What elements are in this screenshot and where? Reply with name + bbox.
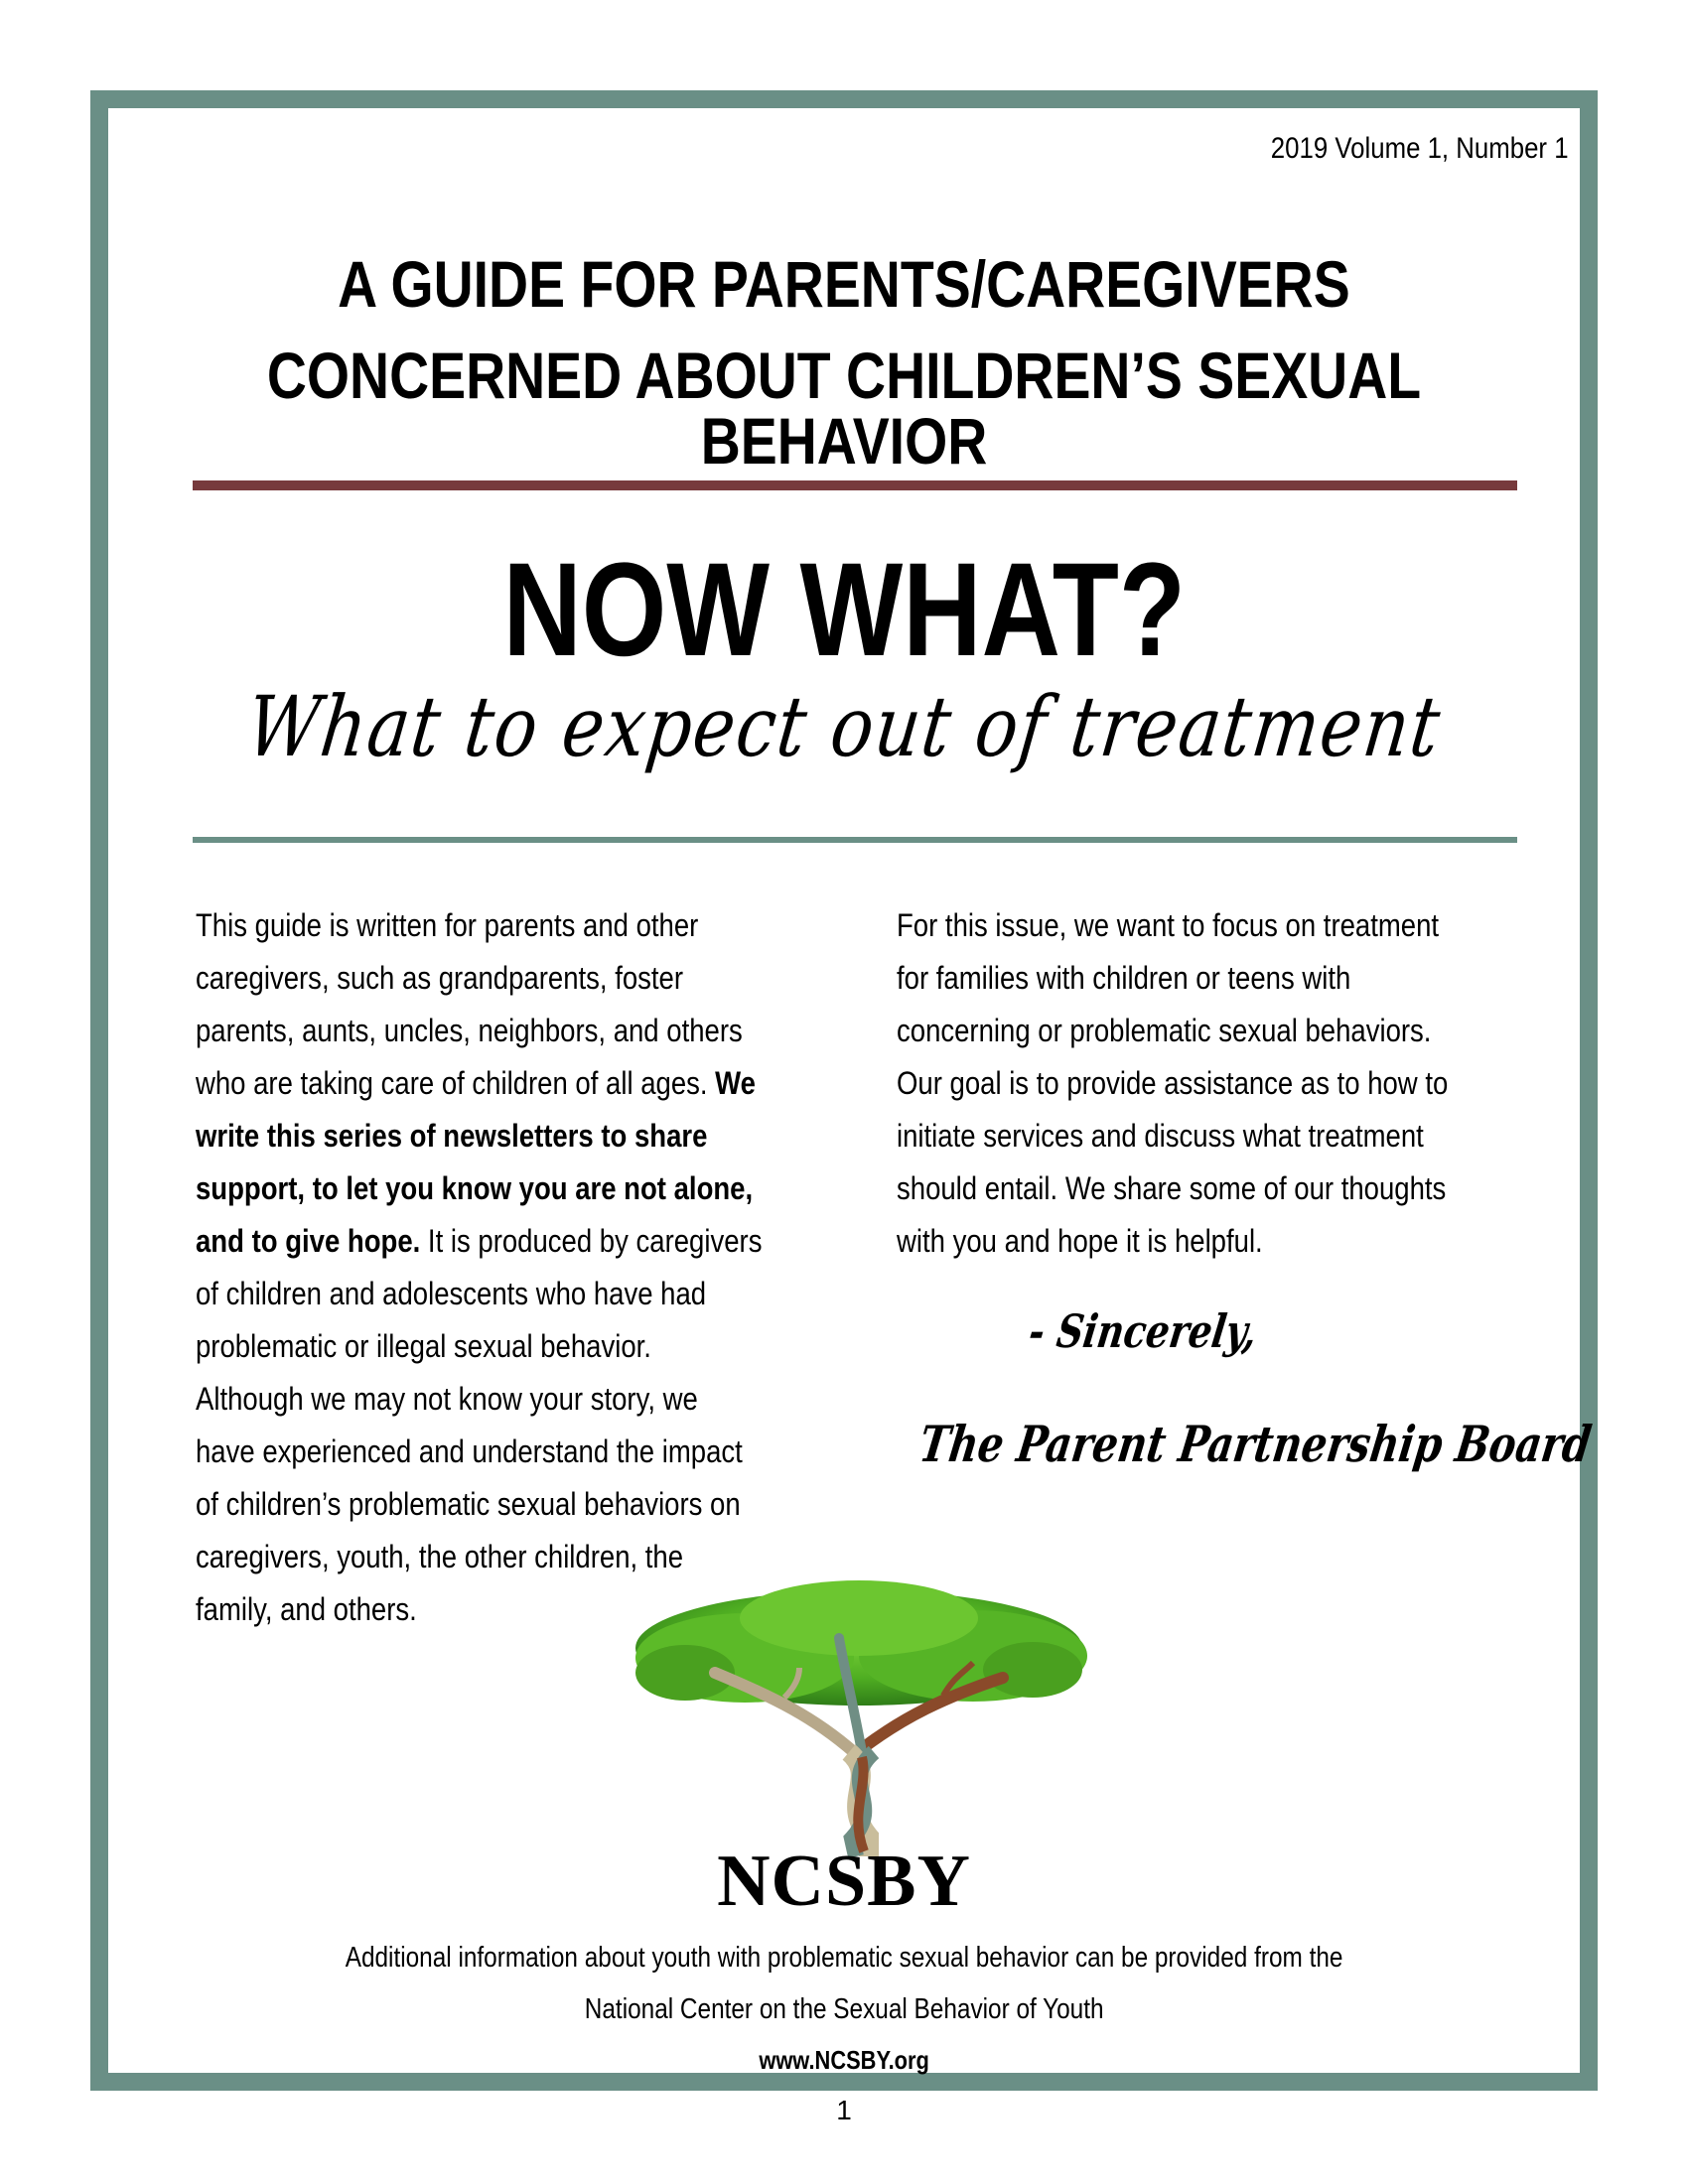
body-line: For this issue, we want to focus on treatment bbox=[897, 907, 1440, 943]
signature-closing: - Sincerely, bbox=[1025, 1304, 1261, 1358]
body-line: initiate services and discuss what treatment bbox=[897, 1118, 1424, 1154]
body-line-bold: write this series of newsletters to share bbox=[196, 1118, 708, 1154]
body-line: with you and hope it is helpful. bbox=[897, 1223, 1263, 1259]
body-line: of children and adolescents who have had bbox=[196, 1276, 707, 1311]
signature-name: The Parent Partnership Board bbox=[915, 1415, 1596, 1473]
ncsby-logo-text: NCSBY bbox=[717, 1841, 971, 1922]
footer-line-1: Additional information about youth with problematic sexual behavior can be provided from the bbox=[345, 1942, 1343, 1974]
headline: NOW WHAT? bbox=[502, 536, 1186, 684]
page-number: 1 bbox=[836, 2095, 852, 2125]
footer-url-link[interactable]: www.NCSBY.org bbox=[759, 2045, 929, 2075]
body-line: family, and others. bbox=[196, 1591, 417, 1627]
left-column bbox=[196, 899, 911, 1636]
body-line: caregivers, youth, the other children, the bbox=[196, 1539, 684, 1574]
body-line-bold: support, to let you know you are not alone, bbox=[196, 1170, 754, 1206]
body-line: of children’s problematic sexual behaviors on bbox=[196, 1486, 741, 1522]
issue-label: 2019 Volume 1, Number 1 bbox=[1271, 132, 1569, 165]
body-line: Although we may not know your story, we bbox=[196, 1381, 698, 1417]
body-line: have experienced and understand the impact bbox=[196, 1433, 743, 1469]
footer-line-2: National Center on the Sexual Behavior of Youth bbox=[584, 1993, 1104, 2025]
divider-bottom bbox=[193, 837, 1517, 843]
header-line-2: CONCERNED ABOUT CHILDREN’S SEXUAL BEHAVIOR bbox=[266, 339, 1422, 478]
body-line: for families with children or teens with bbox=[897, 960, 1351, 996]
body-line: who are taking care of children of all ages. We bbox=[196, 1065, 756, 1101]
body-line: concerning or problematic sexual behaviors. bbox=[897, 1013, 1432, 1048]
body-line: caregivers, such as grandparents, foster bbox=[196, 960, 684, 996]
body-line: Our goal is to provide assistance as to how to bbox=[897, 1065, 1449, 1101]
body-line: should entail. We share some of our thoughts bbox=[897, 1170, 1447, 1206]
body-line: and to give hope. It is produced by caregivers bbox=[196, 1223, 763, 1259]
right-column bbox=[897, 899, 1612, 1268]
divider-top bbox=[193, 480, 1517, 490]
body-line: This guide is written for parents and other bbox=[196, 907, 699, 943]
header-line-1: A GUIDE FOR PARENTS/CAREGIVERS bbox=[338, 247, 1350, 321]
body-line: parents, aunts, uncles, neighbors, and others bbox=[196, 1013, 743, 1048]
body-line: problematic or illegal sexual behavior. bbox=[196, 1328, 651, 1364]
subtitle: What to expect out of treatment bbox=[241, 678, 1447, 775]
tree-icon bbox=[626, 1578, 1092, 1866]
